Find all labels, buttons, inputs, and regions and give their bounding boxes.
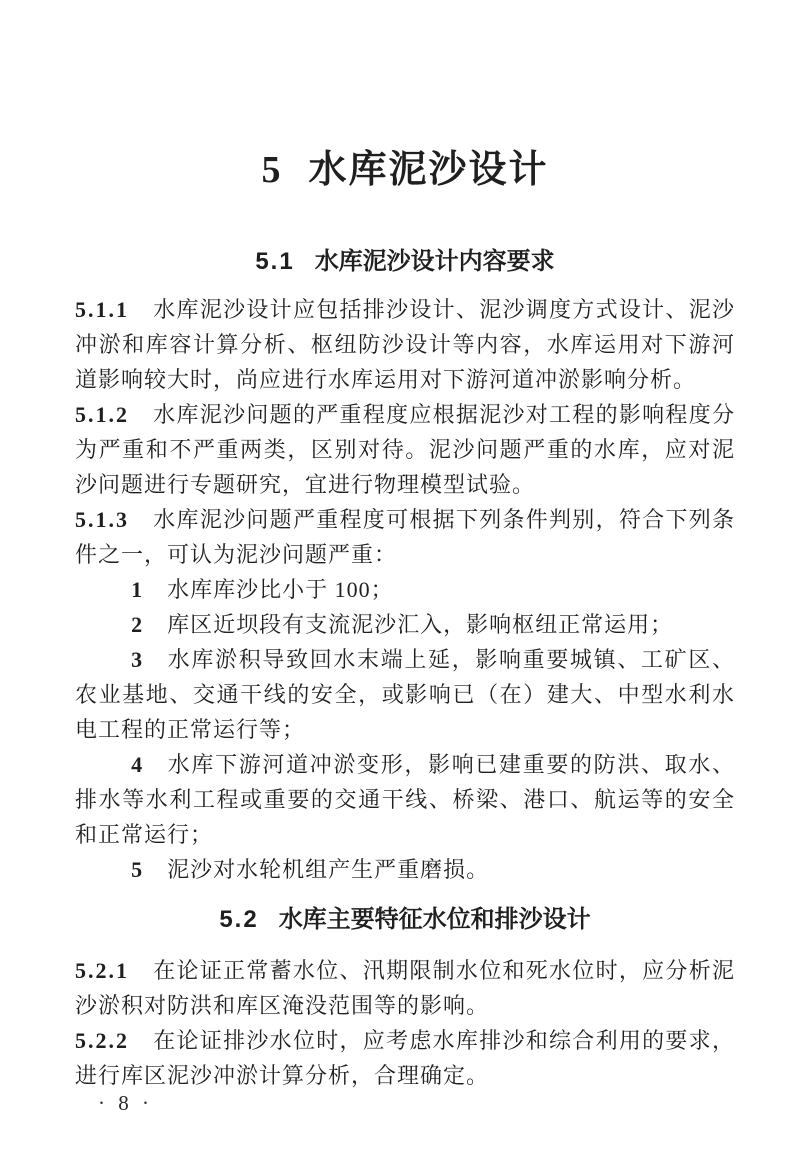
section-heading-5-1 xyxy=(75,246,735,277)
clause-text: 在论证正常蓄水位、汛期限制水位和死水位时，应分析泥沙淤积对防洪和库区淹没范围等的影响。 xyxy=(75,957,735,1018)
list-item-5 xyxy=(75,852,735,887)
clause-number: 5.1.2 xyxy=(75,401,129,427)
page-number: · 8 · xyxy=(98,1091,153,1115)
item-number: 3 xyxy=(131,646,144,672)
item-text: 库区近坝段有支流泥沙汇入，影响枢纽正常运用； xyxy=(167,611,674,637)
clause-text: 水库泥沙问题严重程度可根据下列条件判别，符合下列条件之一，可认为泥沙问题严重： xyxy=(75,506,735,567)
section-title-text: 水库泥沙设计内容要求 xyxy=(314,247,555,275)
item-text: 水库下游河道冲淤变形，影响已建重要的防洪、取水、排水等水利工程或重要的交通干线、桥梁、港口、航运等的安全和正常运行； xyxy=(75,751,735,847)
item-number: 2 xyxy=(131,611,144,637)
item-number: 1 xyxy=(131,576,144,602)
clause-5-1-2 xyxy=(75,397,735,502)
list-item-1 xyxy=(75,572,735,607)
clause-number: 5.2.2 xyxy=(75,1027,129,1053)
clause-5-1-1 xyxy=(75,292,735,397)
chapter-title xyxy=(75,148,735,194)
clause-number: 5.1.3 xyxy=(75,506,129,532)
section-heading-5-2 xyxy=(75,904,735,935)
clause-5-2-2 xyxy=(75,1023,735,1093)
section-number: 5.1 xyxy=(255,247,295,275)
clause-number: 5.2.1 xyxy=(75,957,129,983)
clause-text: 水库泥沙设计应包括排沙设计、泥沙调度方式设计、泥沙冲淤和库容计算分析、枢纽防沙设计等内容，水库运用对下游河道影响较大时，尚应进行水库运用对下游河道冲淤影响分析。 xyxy=(75,296,735,392)
item-number: 4 xyxy=(131,751,144,777)
list-item-2 xyxy=(75,607,735,642)
clause-number: 5.1.1 xyxy=(75,296,129,322)
clause-5-1-3 xyxy=(75,502,735,572)
clause-5-2-1 xyxy=(75,953,735,1023)
item-text: 水库库沙比小于 100； xyxy=(167,576,394,602)
clause-text: 水库泥沙问题的严重程度应根据泥沙对工程的影响程度分为严重和不严重两类，区别对待。泥沙问题严重的水库，应对泥沙问题进行专题研究，宜进行物理模型试验。 xyxy=(75,401,735,497)
section-number: 5.2 xyxy=(219,905,259,933)
item-number: 5 xyxy=(131,856,144,882)
list-item-3 xyxy=(75,642,735,747)
clause-text: 在论证排沙水位时，应考虑水库排沙和综合利用的要求，进行库区泥沙冲淤计算分析，合理确定。 xyxy=(75,1027,735,1088)
list-item-4 xyxy=(75,747,735,852)
chapter-number: 5 xyxy=(261,149,283,191)
item-text: 泥沙对水轮机组产生严重磨损。 xyxy=(167,856,490,882)
chapter-title-text: 水库泥沙设计 xyxy=(308,149,549,191)
item-text: 水库淤积导致回水末端上延，影响重要城镇、工矿区、农业基地、交通干线的安全，或影响已（在）建大、中型水利水电工程的正常运行等； xyxy=(75,646,735,742)
page-content xyxy=(75,0,735,1093)
section-title-text: 水库主要特征水位和排沙设计 xyxy=(278,905,591,933)
